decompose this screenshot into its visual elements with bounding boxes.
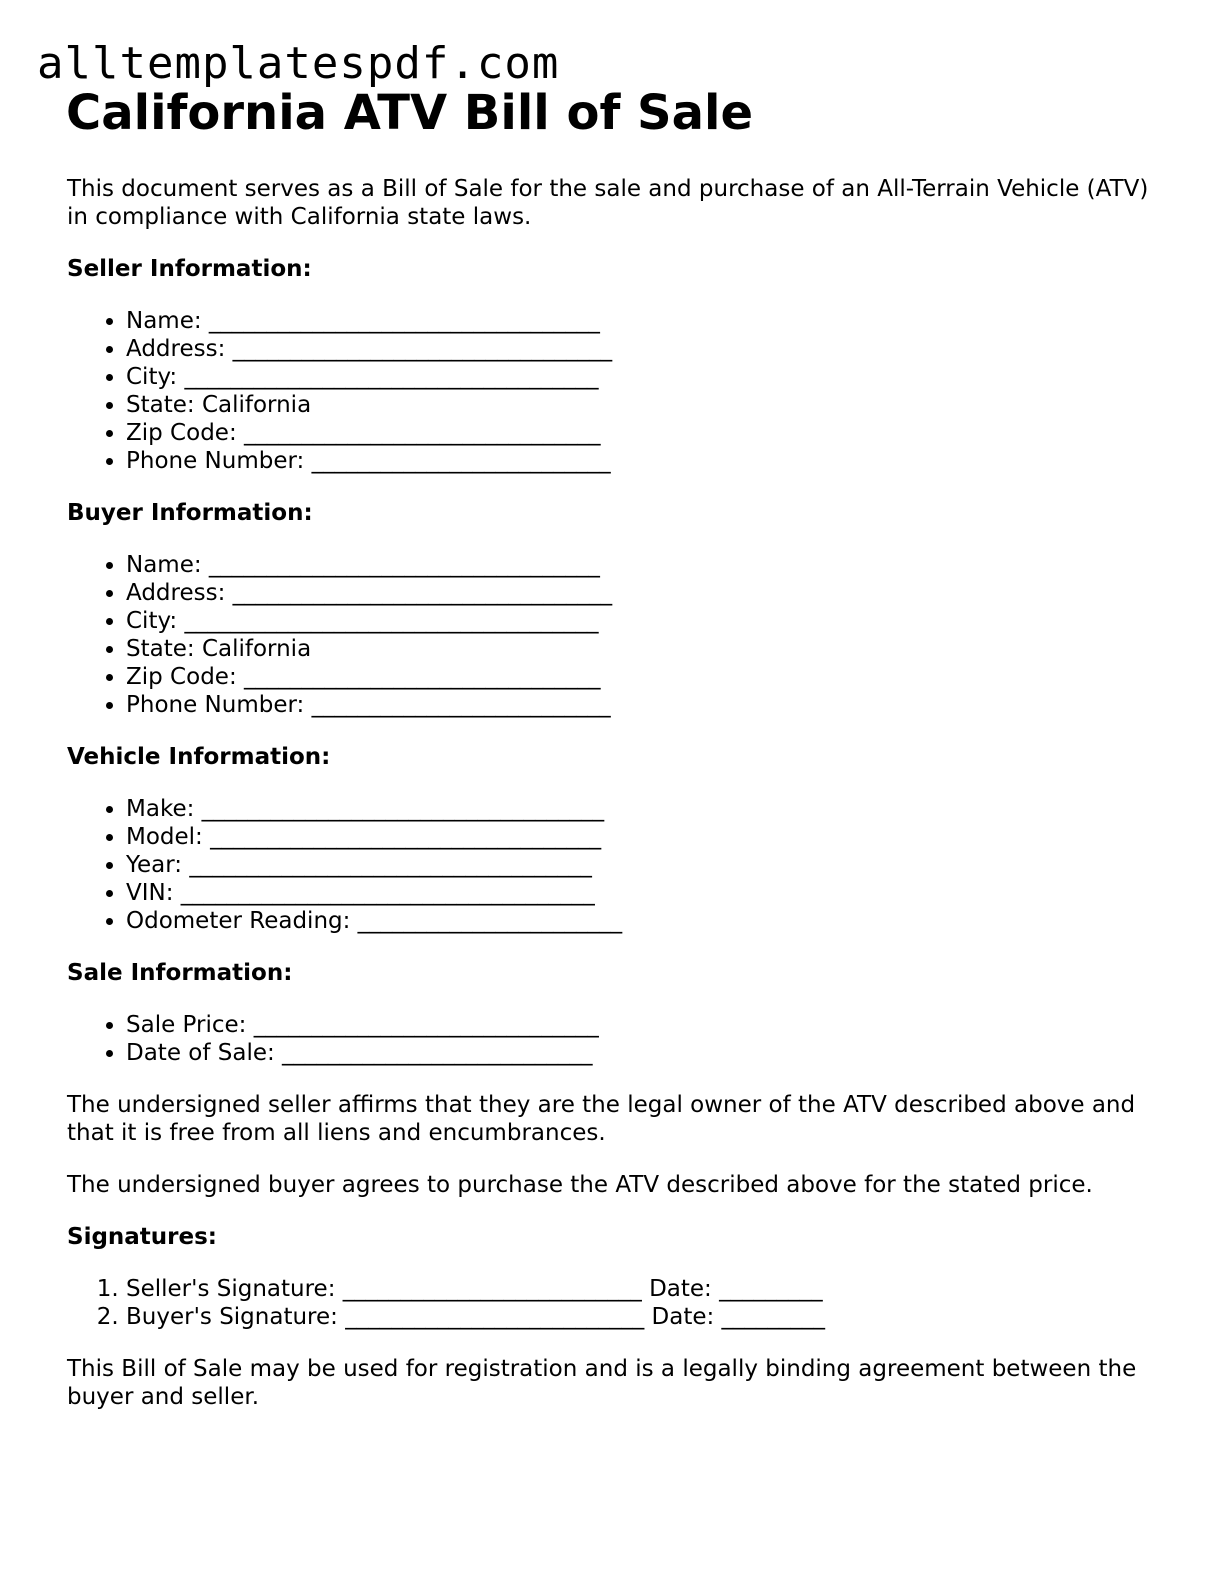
buyer-zip-field: • Zip Code: _______________________________ bbox=[126, 663, 1157, 691]
sale-price-field: • Sale Price: ______________________________ bbox=[126, 1011, 1157, 1039]
buyer-city-field: • City: ____________________________________ bbox=[126, 607, 1157, 635]
seller-state-field: • State: California bbox=[126, 391, 1157, 419]
vehicle-heading: Vehicle Information: bbox=[67, 744, 331, 770]
watermark-text: alltemplatespdf.com bbox=[37, 38, 560, 89]
vehicle-model-field: • Model: __________________________________ bbox=[126, 823, 1157, 851]
vehicle-fields bbox=[67, 795, 1157, 935]
seller-fields bbox=[67, 307, 1157, 475]
seller-name-field: • Name: __________________________________ bbox=[126, 307, 1157, 335]
closing-paragraph: This Bill of Sale may be used for registration and is a legally binding agreement between the buyer and seller. bbox=[67, 1356, 1137, 1410]
buyer-phone-field: • Phone Number: __________________________ bbox=[126, 691, 1157, 719]
seller-city-field: • City: ____________________________________ bbox=[126, 363, 1157, 391]
sale-fields bbox=[67, 1011, 1157, 1067]
seller-affirmation: The undersigned seller affirms that they are the legal owner of the ATV described above and that it is free from all liens and encumbrances. bbox=[67, 1092, 1136, 1146]
intro-paragraph: This document serves as a Bill of Sale for the sale and purchase of an All-Terrain Vehicle (ATV) in compliance with California state laws. bbox=[67, 176, 1149, 230]
document-body bbox=[67, 175, 1157, 1411]
buyer-agreement: The undersigned buyer agrees to purchase the ATV described above for the stated price. bbox=[67, 1172, 1093, 1198]
seller-address-field: • Address: _________________________________ bbox=[126, 335, 1157, 363]
signatures-heading: Signatures: bbox=[67, 1224, 218, 1250]
buyer-signature-line: 2. Buyer's Signature: __________________________ Date: _________ bbox=[126, 1303, 1157, 1331]
seller-signature-line: 1. Seller's Signature: __________________________ Date: _________ bbox=[126, 1275, 1157, 1303]
seller-heading: Seller Information: bbox=[67, 256, 312, 282]
sale-heading: Sale Information: bbox=[67, 960, 293, 986]
vehicle-vin-field: • VIN: ____________________________________ bbox=[126, 879, 1157, 907]
vehicle-make-field: • Make: ___________________________________ bbox=[126, 795, 1157, 823]
buyer-name-field: • Name: __________________________________ bbox=[126, 551, 1157, 579]
signature-lines bbox=[67, 1275, 1157, 1331]
sale-date-field: • Date of Sale: ___________________________ bbox=[126, 1039, 1157, 1067]
buyer-address-field: • Address: _________________________________ bbox=[126, 579, 1157, 607]
buyer-fields bbox=[67, 551, 1157, 719]
vehicle-year-field: • Year: ___________________________________ bbox=[126, 851, 1157, 879]
vehicle-odometer-field: • Odometer Reading: _______________________ bbox=[126, 907, 1157, 935]
seller-phone-field: • Phone Number: __________________________ bbox=[126, 447, 1157, 475]
page-title: California ATV Bill of Sale bbox=[66, 85, 753, 141]
buyer-state-field: • State: California bbox=[126, 635, 1157, 663]
seller-zip-field: • Zip Code: _______________________________ bbox=[126, 419, 1157, 447]
buyer-heading: Buyer Information: bbox=[67, 500, 313, 526]
